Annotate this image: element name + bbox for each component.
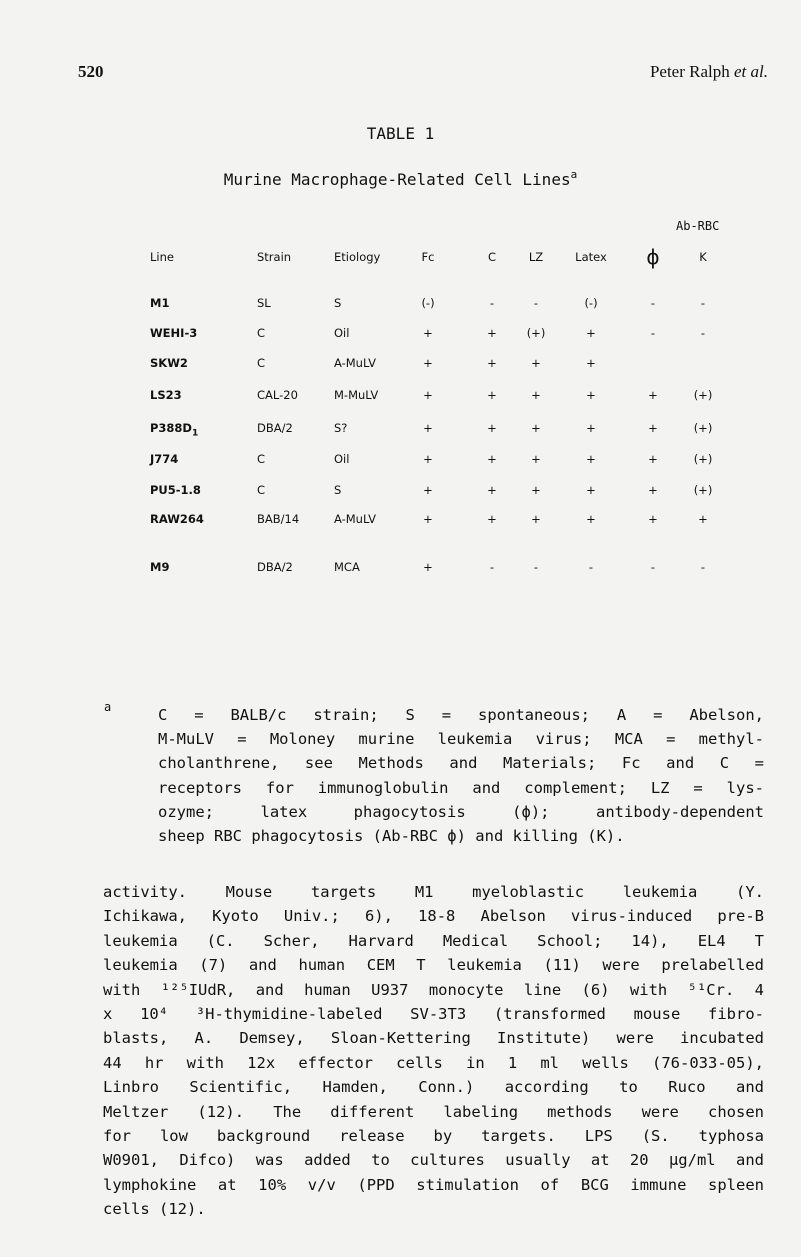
table-cell-text: + [423,326,433,340]
table-cell-latex [586,388,596,402]
table-cell-text: + [648,388,658,402]
table-cell-text: - [700,296,706,310]
table-cell-c [487,356,497,370]
table-cell-text: + [487,421,497,435]
table-cell-text: A-MuLV [334,512,376,526]
body-line: cells (12). [103,1200,206,1219]
table-cell-text: - [700,326,706,340]
table-cell-text: + [586,512,596,526]
table-cell-strain [257,356,265,370]
body-line: Ichikawa, Kyoto Univ.; 6), 18-8 Abelson virus-induced pre-B [103,907,764,926]
table-cell-text: (+) [693,452,713,466]
table-cell-fc [423,356,433,370]
table-cell-c [487,483,497,497]
table-cell-text: DBA/2 [257,560,293,574]
column-header-latex: Latex [575,250,607,264]
table-cell-text: + [487,388,497,402]
table-cell-c [487,452,497,466]
table-cell-latex [589,560,593,574]
table-cell-text: + [531,388,541,402]
column-header-lz: LZ [528,250,544,264]
table-cell-text: + [487,356,497,370]
table-cell-text: + [586,388,596,402]
table-cell-text: + [531,452,541,466]
table-title: TABLE 1 [366,124,435,143]
table-cell-phi [648,512,658,526]
table-cell-fc [423,483,433,497]
table-cell-latex [586,326,596,340]
column-group-header-ab-rbc: Ab-RBC [676,219,720,233]
table-cell-etiology [334,483,341,497]
table-cell-text: - [533,296,539,310]
table-cell-fc [423,452,433,466]
table-cell-line [150,512,204,526]
table-cell-text: + [698,512,708,526]
table-cell-lz [531,512,541,526]
table-cell-text: + [423,512,433,526]
table-cell-strain [257,560,293,574]
table-cell-phi [651,296,655,310]
table-cell-text: (-) [421,296,435,310]
column-header-etiology: Etiology [334,250,381,264]
table-cell-latex [586,421,596,435]
table-cell-text: + [423,452,433,466]
table-cell-text: + [531,421,541,435]
table-cell-c [490,296,494,310]
table-cell-text: P388D [150,421,192,435]
table-cell-text: - [489,560,495,574]
table-caption-footnote-mark: a [570,168,578,181]
table-cell-k [694,452,713,466]
table-cell-text: + [586,356,596,370]
body-line: blasts, A. Demsey, Sloan-Kettering Institute) were incubated [103,1029,764,1048]
table-cell-text: + [531,483,541,497]
body-line: x 10⁴ ³H-thymidine-labeled SV-3T3 (transformed mouse fibro- [103,1005,764,1024]
table-cell-text: + [648,452,658,466]
table-cell-text: - [533,560,539,574]
table-cell-strain [257,512,299,526]
body-line: W0901, Difco) was added to cultures usually at 20 μg/ml and [103,1151,764,1170]
table-cell-lz [531,483,541,497]
table-cell-text: - [700,560,706,574]
table-cell-latex [586,512,596,526]
table-cell-text: LS23 [150,388,182,402]
body-line: for low background release by targets. LPS (S. typhosa [103,1127,764,1146]
table-cell-text: + [648,421,658,435]
table-cell-fc [423,560,433,574]
table-cell-text: + [648,512,658,526]
table-cell-text: + [423,388,433,402]
table-cell-c [487,421,497,435]
table-cell-text: + [423,421,433,435]
table-cell-k [701,326,705,340]
table-cell-line [150,356,188,370]
table-cell-k [698,512,708,526]
table-cell-k [694,388,713,402]
table-cell-text: + [586,421,596,435]
table-cell-text: (-) [584,296,598,310]
table-cell-fc [423,421,433,435]
table-cell-text: (+) [693,483,713,497]
table-cell-text: Oil [334,326,350,340]
table-cell-phi [651,326,655,340]
table-cell-phi [648,421,658,435]
table-cell-strain [257,421,293,435]
page-number: 520 [78,62,104,81]
table-cell-lz [534,296,538,310]
table-cell-text: - [650,296,656,310]
body-line: Meltzer (12). The different labeling methods were chosen [103,1102,764,1121]
table-cell-text: + [531,512,541,526]
table-cell-fc [423,388,433,402]
table-cell-text: + [487,326,497,340]
table-cell-line [150,483,201,497]
table-cell-line [150,421,198,438]
table-cell-text: - [650,560,656,574]
table-cell-line [150,388,182,402]
table-cell-line [150,326,197,340]
table-cell-text: PU5-1.8 [150,483,201,497]
table-cell-text: M-MuLV [334,388,379,402]
table-cell-latex [586,483,596,497]
running-head [650,62,768,82]
body-line: lymphokine at 10% v/v (PPD stimulation of BCG immune spleen [103,1175,764,1194]
table-cell-text: C [257,326,266,340]
table-cell-text: Oil [334,452,350,466]
table-cell-etiology [334,356,376,370]
table-cell-text: - [650,326,656,340]
table-cell-text: C [257,356,266,370]
table-cell-etiology [334,421,347,435]
running-head-etal: et al. [734,62,768,81]
table-cell-strain [257,326,265,340]
footnote-line: ozyme; latex phagocytosis (ϕ); antibody-dependent [158,802,764,821]
table-cell-lz [534,560,538,574]
table-cell-text: S? [334,421,348,435]
table-cell-text: SKW2 [150,356,188,370]
table-cell-k [701,296,705,310]
table-cell-etiology [334,560,360,574]
table-cell-strain [257,452,265,466]
table-cell-c [487,326,497,340]
table-cell-phi [648,388,658,402]
table-caption-text: Murine Macrophage-Related Cell Lines [223,170,571,189]
footnote-line: sheep RBC phagocytosis (Ab-RBC ϕ) and killing (K). [158,827,625,846]
table-cell-etiology [334,326,349,340]
table-cell-text: WEHI-3 [150,326,198,340]
table-cell-text: - [588,560,594,574]
column-header-phi: ϕ [646,245,660,269]
table-cell-text: + [423,560,433,574]
table-cell-text: J774 [150,452,179,466]
table-cell-latex [586,452,596,466]
table-cell-text: BAB/14 [257,512,300,526]
footnote-line: M-MuLV = Moloney murine leukemia virus; MCA = methyl- [158,730,764,749]
table-cell-text: S [334,483,342,497]
table-cell-fc [421,296,434,310]
table-cell-etiology [334,388,378,402]
table-cell-text: + [586,326,596,340]
table-cell-text: C [257,483,266,497]
table-cell-lz [531,356,541,370]
table-cell-text: + [487,452,497,466]
column-header-line: Line [150,250,174,264]
body-paragraph [103,880,764,1222]
table-cell-phi [648,483,658,497]
table-cell-line [150,296,169,310]
table-cell-text: + [586,483,596,497]
table-cell-etiology [334,296,341,310]
column-header-c: C [487,250,497,264]
column-header-strain: Strain [257,250,292,264]
table-cell-text: RAW264 [150,512,204,526]
body-line: with ¹²⁵IUdR, and human U937 monocyte line (6) with ⁵¹Cr. 4 [103,980,764,999]
table-cell-text: MCA [334,560,360,574]
body-line: Linbro Scientific, Hamden, Conn.) according to Ruco and [103,1078,764,1097]
table-cell-strain [257,388,298,402]
table-cell-text: + [487,512,497,526]
table-cell-fc [423,326,433,340]
table-footnote [158,703,764,848]
table-cell-strain [257,483,265,497]
body-line: 44 hr with 12x effector cells in 1 ml wells (76-033-05), [103,1053,764,1072]
table-cell-text: - [489,296,495,310]
table-cell-latex [584,296,597,310]
table-cell-lz [531,388,541,402]
table-cell-text: (+) [693,421,713,435]
body-line: leukemia (7) and human CEM T leukemia (11) were prelabelled [103,956,764,975]
table-cell-subscript: 1 [191,428,199,439]
table-cell-fc [423,512,433,526]
table-cell-k [694,421,713,435]
table-cell-lz [527,326,546,340]
table-cell-text: C [257,452,266,466]
column-header-k: K [699,250,707,264]
column-header-fc: Fc [421,250,435,264]
table-cell-text: + [423,483,433,497]
table-cell-text: (+) [526,326,546,340]
table-cell-text: (+) [693,388,713,402]
table-cell-text: M9 [150,560,170,574]
table-cell-etiology [334,512,376,526]
table-cell-phi [651,560,655,574]
table-cell-line [150,560,169,574]
table-cell-c [487,388,497,402]
table-cell-text: S [334,296,342,310]
table-cell-text: M1 [150,296,170,310]
table-cell-text: + [487,483,497,497]
page-header [78,62,768,92]
table-cell-k [694,483,713,497]
table-cell-lz [531,452,541,466]
table-cell-text: + [423,356,433,370]
table-cell-text: CAL-20 [257,388,298,402]
table-cell-c [487,512,497,526]
body-line: activity. Mouse targets M1 myeloblastic leukemia (Y. [103,883,764,901]
table-cell-lz [531,421,541,435]
footnote-mark: a [104,700,112,714]
table-caption [0,168,801,189]
footnote-line: C = BALB/c strain; S = spontaneous; A = Abelson, [158,706,764,724]
table-cell-line [150,452,178,466]
table-cell-text: SL [257,296,271,310]
table-cell-phi [648,452,658,466]
table-cell-k [701,560,705,574]
table-cell-strain [257,296,271,310]
body-line: leukemia (C. Scher, Harvard Medical School; 14), EL4 T [103,931,764,950]
table-cell-etiology [334,452,349,466]
footnote-line: cholanthrene, see Methods and Materials; Fc and C = [158,754,764,773]
table-cell-c [490,560,494,574]
running-head-author: Peter Ralph [649,62,730,81]
table-cell-text: DBA/2 [257,421,293,435]
table-cell-text: A-MuLV [334,356,376,370]
table-cell-text: + [586,452,596,466]
table-cell-text: + [648,483,658,497]
table-cell-latex [586,356,596,370]
table-cell-text: + [531,356,541,370]
footnote-line: receptors for immunoglobulin and complement; LZ = lys- [158,778,764,797]
